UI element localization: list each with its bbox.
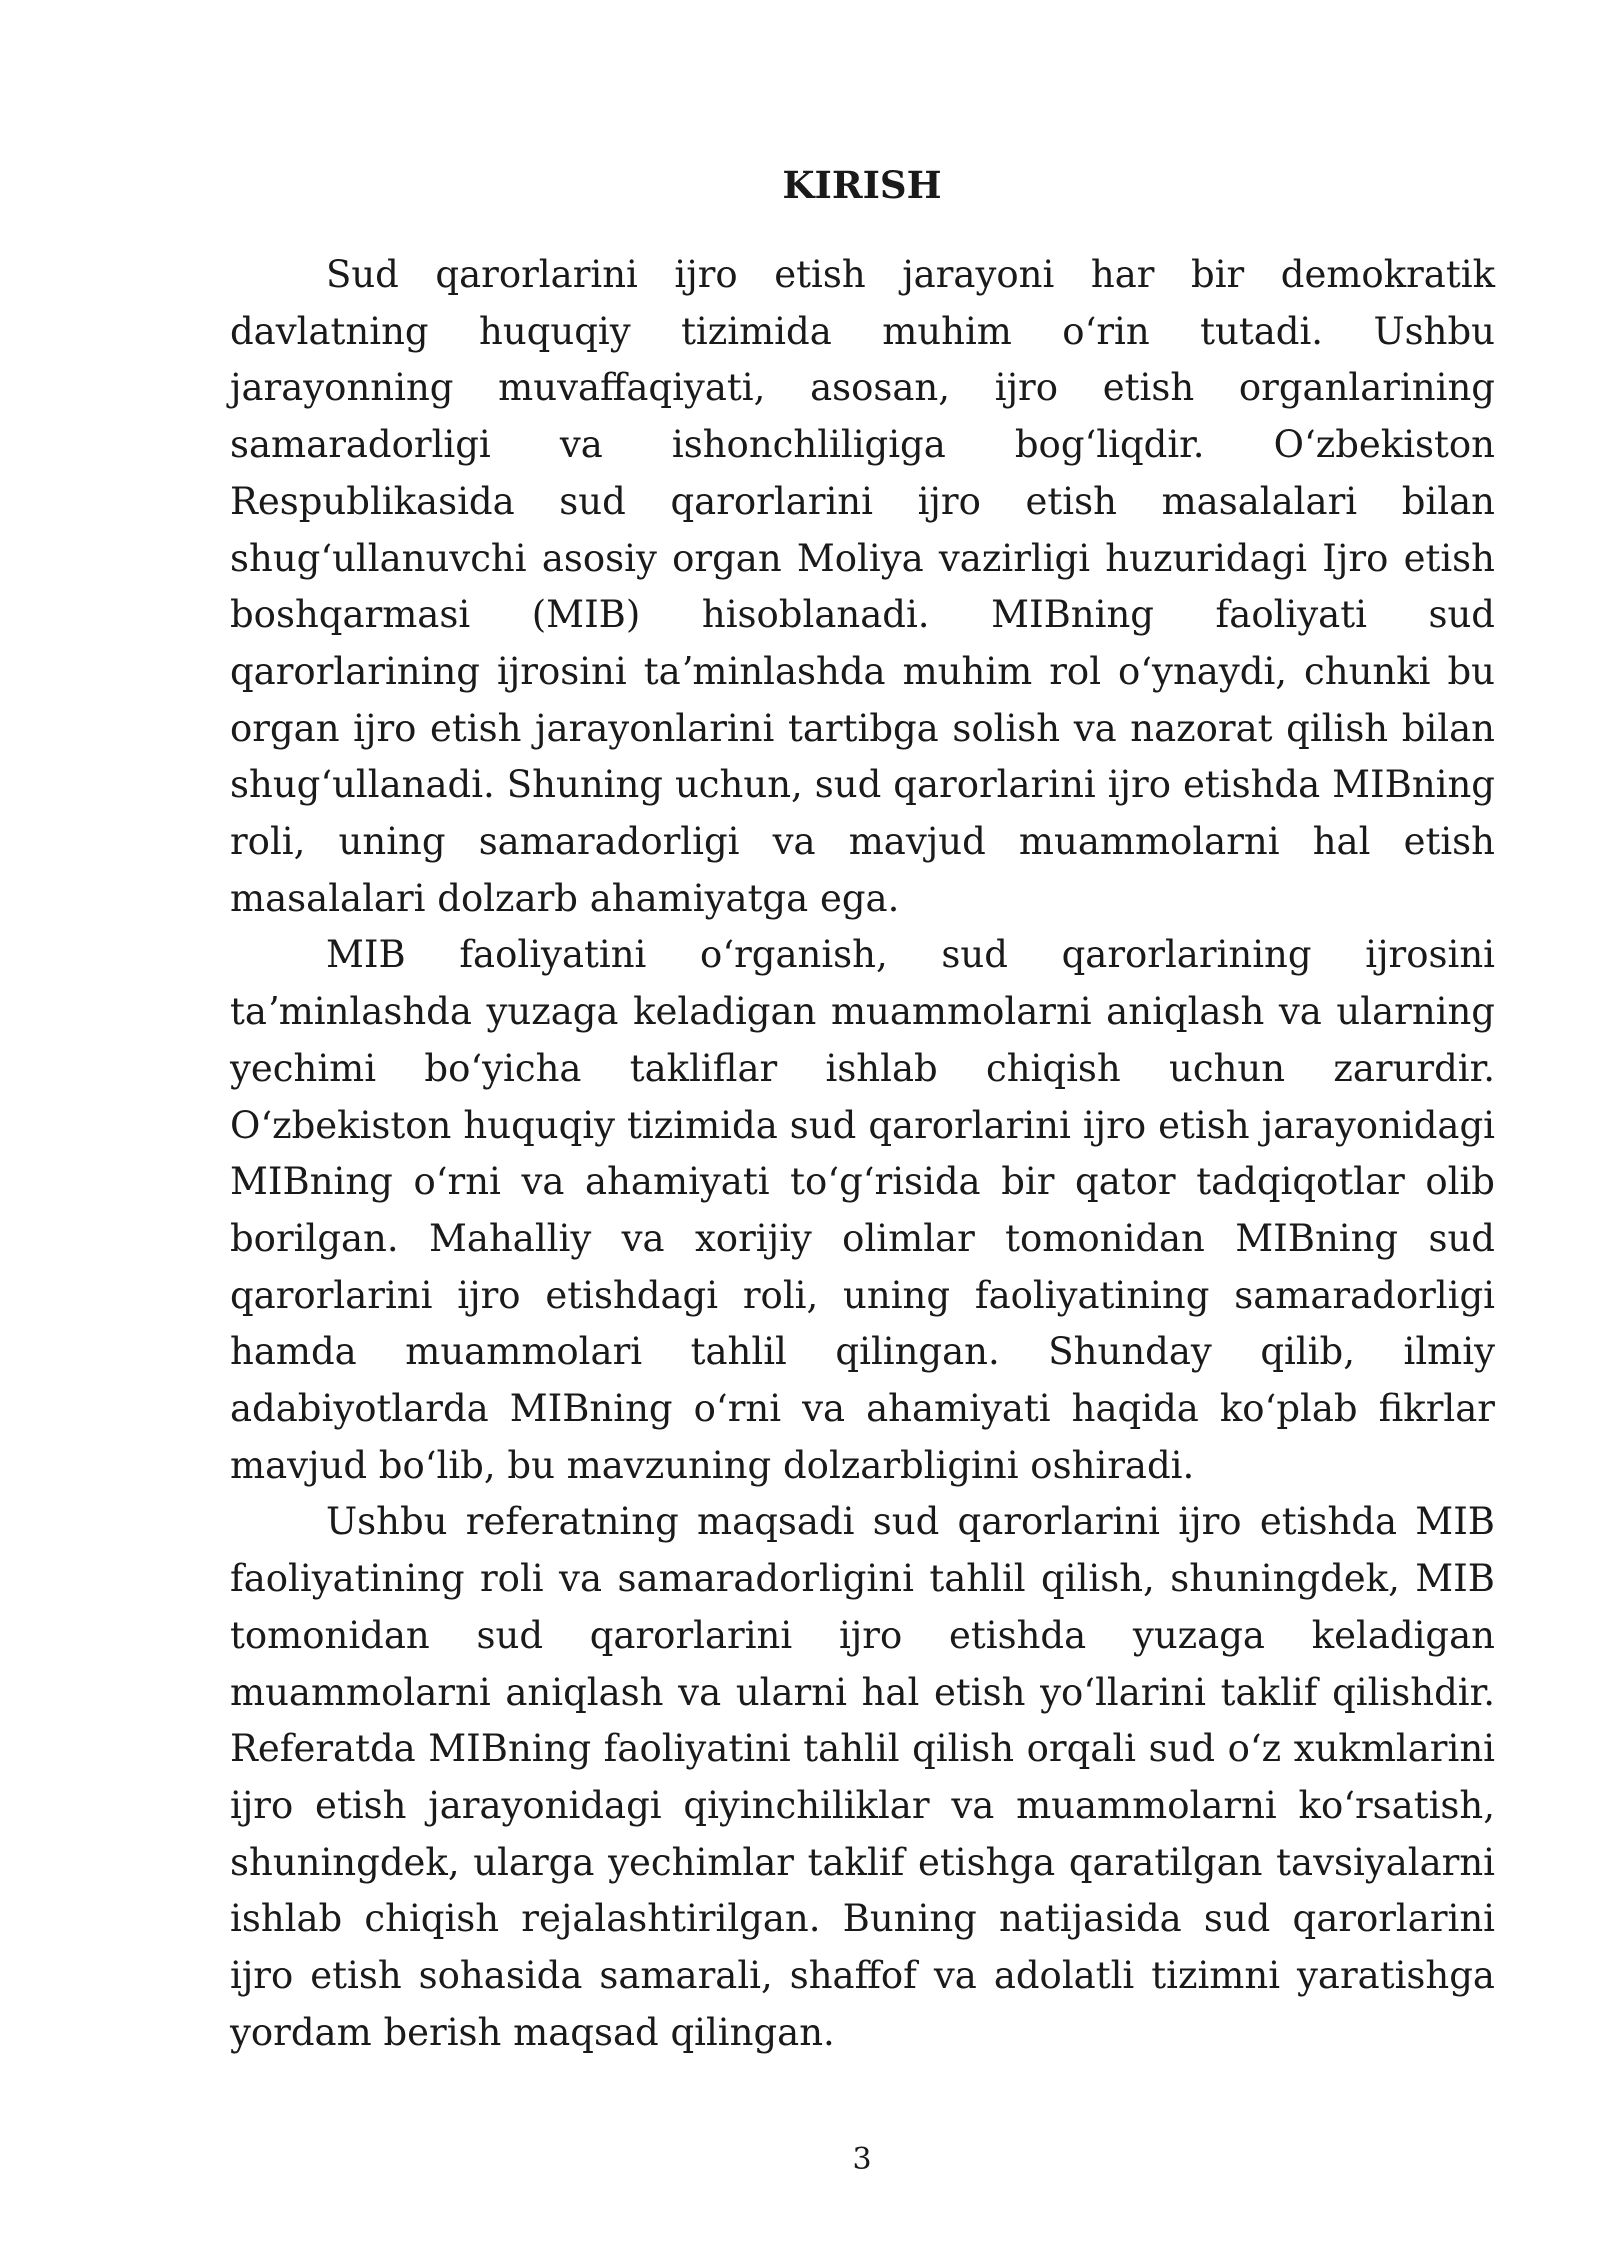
paragraph-2: MIB faoliyatini oʻrganish, sud qarorlarining ijrosini taʼminlashda yuzaga keladigan muammolarni aniqlash va ularning yechimi boʻyicha takliflar ishlab chiqish uchun zarurdir. Oʻzbekiston huquqiy tizimida sud qarorlarini ijro etish jarayonidagi MIBning oʻrni va ahamiyati toʻgʻrisida bir qator tadqiqotlar olib borilgan. Mahalliy va xorijiy olimlar tomonidan MIBning sud qarorlarini ijro etishdagi roli, uning faoliyatining samaradorligi hamda muammolari tahlil qilingan. Shunday qilib, ilmiy adabiyotlarda MIBning oʻrni va ahamiyati haqida koʻplab fikrlar mavjud boʻlib, bu mavzuning dolzarbligini oshiradi. [230,933,1495,1487]
paragraph-3: Ushbu referatning maqsadi sud qarorlarini ijro etishda MIB faoliyatining roli va samaradorligini tahlil qilish, shuningdek, MIB tomonidan sud qarorlarini ijro etishda yuzaga keladigan muammolarni aniqlash va ularni hal etish yoʻllarini taklif qilishdir. Referatda MIBning faoliyatini tahlil qilish orqali sud oʻz xukmlarini ijro etish jarayonidagi qiyinchiliklar va muammolarni koʻrsatish, shuningdek, ularga yechimlar taklif etishga qaratilgan tavsiyalarni ishlab chiqish rejalashtirilgan. Buning natijasida sud qarorlarini ijro etish sohasida samarali, shaffof va adolatli tizimni yaratishga yordam berish maqsad qilingan. [230,1500,1495,2054]
page-number: 3 [852,2142,872,2177]
body-text [230,247,1495,2062]
section-title: KIRISH [782,163,942,207]
paragraph-1: Sud qarorlarini ijro etish jarayoni har bir demokratik davlatning huquqiy tizimida muhim oʻrin tutadi. Ushbu jarayonning muvaffaqiyati, asosan, ijro etish organlarining samaradorligi va ishonchliligiga bogʻliqdir. Oʻzbekiston Respublikasida sud qarorlarini ijro etish masalalari bilan shugʻullanuvchi asosiy organ Moliya vazirligi huzuridagi Ijro etish boshqarmasi (MIB) hisoblanadi. MIBning faoliyati sud qarorlarining ijrosini taʼminlashda muhim rol oʻynaydi, chunki bu organ ijro etish jarayonlarini tartibga solish va nazorat qilish bilan shugʻullanadi. Shuning uchun, sud qarorlarini ijro etishda MIBning roli, uning samaradorligi va mavjud muammolarni hal etish masalalari dolzarb ahamiyatga ega. [230,253,1495,920]
